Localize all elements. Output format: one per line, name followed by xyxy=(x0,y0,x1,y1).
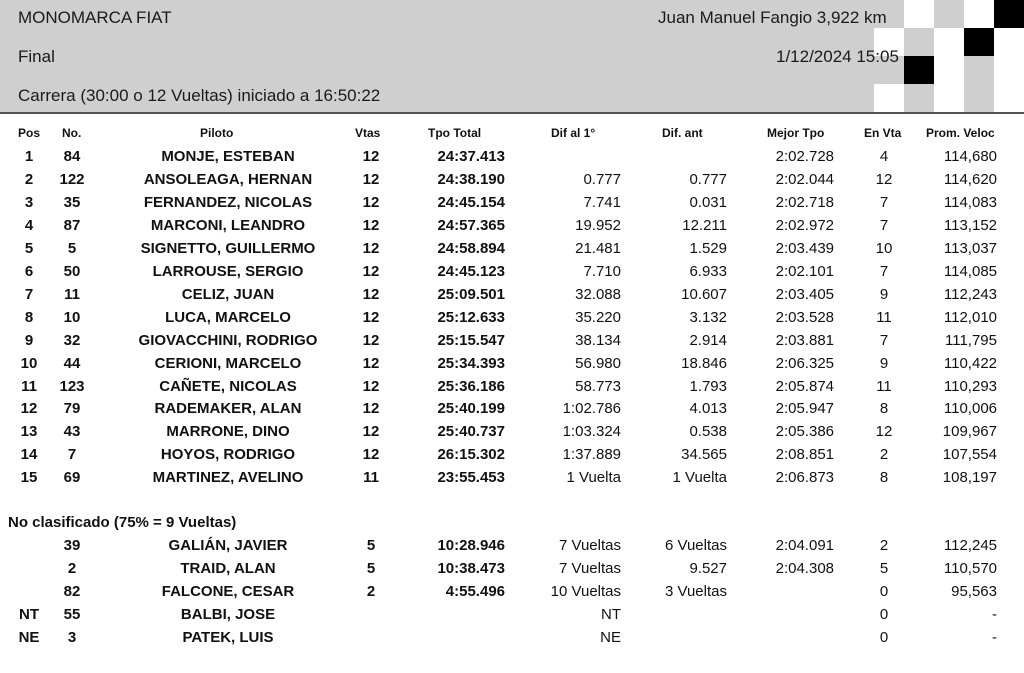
cell-no: 7 xyxy=(67,446,77,464)
cell-pos: 2 xyxy=(24,170,34,188)
cell-vtas: 12 xyxy=(362,239,380,257)
cell-vtas: 12 xyxy=(362,377,380,395)
cell-dif-ant: 2.914 xyxy=(689,331,727,349)
cell-pos: 7 xyxy=(24,285,34,303)
cell-dif-ant: 1.793 xyxy=(689,377,727,395)
cell-piloto: HOYOS, RODRIGO xyxy=(160,446,296,464)
cell-prom-veloc: 111,795 xyxy=(945,331,997,349)
cell-prom-veloc: 108,197 xyxy=(942,469,997,487)
cell-vtas: 5 xyxy=(366,537,376,554)
cell-dif-ant: 6 Vueltas xyxy=(665,537,727,554)
cell-dif-1: 7 Vueltas xyxy=(559,559,621,577)
cell-en-vta: 7 xyxy=(879,193,889,211)
cell-dif-ant: 10.607 xyxy=(681,285,727,303)
cell-piloto: CAÑETE, NICOLAS xyxy=(159,377,297,395)
cell-dif-ant: 1 Vuelta xyxy=(672,469,727,487)
cell-prom-veloc: 112,243 xyxy=(943,285,997,303)
cell-dif-ant: 4.013 xyxy=(689,400,727,418)
cell-piloto: MARCONI, LEANDRO xyxy=(150,216,306,234)
cell-piloto: CELIZ, JUAN xyxy=(181,285,275,303)
cell-dif-1: 7.710 xyxy=(583,262,621,280)
cell-prom-veloc: 113,037 xyxy=(943,239,997,257)
cell-dif-ant: 0.031 xyxy=(689,193,727,211)
col-dif-1: Dif al 1° xyxy=(551,126,596,140)
cell-total: 4:55.496 xyxy=(445,582,505,600)
cell-mejor-tpo: 2:03.881 xyxy=(775,331,834,349)
cell-no: 55 xyxy=(63,605,81,623)
cell-total: 24:45.123 xyxy=(437,262,505,280)
cell-total: 10:38.473 xyxy=(437,559,505,577)
cell-vtas: 12 xyxy=(362,446,380,464)
cell-total: 10:28.946 xyxy=(437,537,505,554)
col-vtas: Vtas xyxy=(355,126,381,140)
cell-piloto: FERNANDEZ, NICOLAS xyxy=(143,193,313,211)
cell-en-vta: 2 xyxy=(879,446,889,464)
cell-pos: 10 xyxy=(20,354,38,372)
col-prom-veloc: Prom. Veloc xyxy=(926,126,995,140)
cell-dif-1: 19.952 xyxy=(575,216,621,234)
cell-dif-1: NE xyxy=(600,628,621,646)
cell-total: 25:40.737 xyxy=(437,423,505,441)
cell-pos: 14 xyxy=(20,446,38,464)
cell-en-vta: 7 xyxy=(879,262,889,280)
cell-dif-1: 1:37.889 xyxy=(562,446,621,464)
cell-vtas: 12 xyxy=(362,400,380,418)
session-name: Final xyxy=(18,47,55,66)
cell-vtas: 2 xyxy=(366,582,376,600)
cell-pos: 3 xyxy=(24,193,34,211)
cell-piloto: ANSOLEAGA, HERNAN xyxy=(143,170,313,188)
race-info: Carrera (30:00 o 12 Vueltas) iniciado a 16:50:22 xyxy=(18,86,381,105)
cell-pos: 12 xyxy=(20,400,38,418)
cell-piloto: MARTINEZ, AVELINO xyxy=(152,469,304,487)
cell-vtas: 5 xyxy=(366,559,376,577)
cell-no: 3 xyxy=(67,628,77,646)
cell-total: 25:09.501 xyxy=(437,285,505,303)
cell-dif-1: 1 Vuelta xyxy=(566,469,621,487)
cell-vtas: 12 xyxy=(362,354,380,372)
cell-prom-veloc: - xyxy=(992,605,997,623)
col-tpo-total: Tpo Total xyxy=(428,126,482,140)
cell-mejor-tpo: 2:02.972 xyxy=(775,216,834,234)
cell-no: 79 xyxy=(63,400,81,418)
cell-mejor-tpo: 2:05.874 xyxy=(775,377,834,395)
cell-dif-ant: 34.565 xyxy=(681,446,727,464)
cell-pos: 9 xyxy=(24,331,34,349)
cell-dif-1: 7 Vueltas xyxy=(559,537,621,554)
cell-no: 10 xyxy=(63,308,81,326)
cell-pos: 13 xyxy=(20,423,38,441)
cell-piloto: SIGNETTO, GUILLERMO xyxy=(140,239,316,257)
cell-dif-ant: 6.933 xyxy=(689,262,727,280)
cell-vtas: 12 xyxy=(362,216,380,234)
cell-prom-veloc: 114,085 xyxy=(943,262,997,280)
cell-piloto: LUCA, MARCELO xyxy=(165,308,291,326)
cell-mejor-tpo: 2:02.728 xyxy=(775,148,834,165)
cell-prom-veloc: 110,293 xyxy=(943,377,997,395)
cell-piloto: LARROUSE, SERGIO xyxy=(152,262,304,280)
cell-piloto: MONJE, ESTEBAN xyxy=(161,148,295,165)
cell-dif-ant: 3.132 xyxy=(689,308,727,326)
cell-en-vta: 9 xyxy=(879,285,889,303)
cell-en-vta: 2 xyxy=(879,537,889,554)
cell-dif-1: 21.481 xyxy=(575,239,621,257)
cell-en-vta: 11 xyxy=(876,308,892,326)
cell-en-vta: 10 xyxy=(875,239,893,257)
circuit-name: Juan Manuel Fangio 3,922 km xyxy=(658,8,887,27)
cell-en-vta: 12 xyxy=(875,423,893,441)
session-datetime: 1/12/2024 15:05 xyxy=(776,47,899,66)
cell-vtas: 11 xyxy=(363,469,379,487)
cell-prom-veloc: 110,422 xyxy=(943,354,997,372)
cell-dif-ant: 9.527 xyxy=(689,559,727,577)
cell-total: 25:12.633 xyxy=(437,308,505,326)
not-classified-title: No clasificado (75% = 9 Vueltas) xyxy=(8,514,237,531)
col-no: No. xyxy=(62,126,82,140)
cell-mejor-tpo: 2:03.405 xyxy=(775,285,834,303)
cell-dif-1: 58.773 xyxy=(575,377,621,395)
cell-dif-1: 38.134 xyxy=(575,331,621,349)
cell-pos: 4 xyxy=(24,216,34,234)
cell-total: 23:55.453 xyxy=(437,469,505,487)
cell-total: 25:15.547 xyxy=(437,331,505,349)
cell-prom-veloc: 114,083 xyxy=(943,193,997,211)
cell-en-vta: 5 xyxy=(879,559,889,577)
cell-dif-ant: 18.846 xyxy=(681,354,727,372)
cell-mejor-tpo: 2:03.439 xyxy=(775,239,834,257)
cell-vtas: 12 xyxy=(362,170,380,188)
cell-mejor-tpo: 2:08.851 xyxy=(775,446,834,464)
cell-mejor-tpo: 2:06.325 xyxy=(775,354,834,372)
cell-vtas: 12 xyxy=(362,193,380,211)
cell-no: 39 xyxy=(63,537,81,554)
cell-no: 44 xyxy=(63,354,81,372)
cell-piloto: FALCONE, CESAR xyxy=(161,582,295,600)
cell-prom-veloc: - xyxy=(992,628,997,646)
cell-pos: 15 xyxy=(20,469,38,487)
cell-en-vta: 12 xyxy=(875,170,893,188)
cell-total: 24:45.154 xyxy=(437,193,505,211)
cell-dif-1: 35.220 xyxy=(575,308,621,326)
cell-no: 5 xyxy=(67,239,77,257)
cell-total: 26:15.302 xyxy=(437,446,505,464)
cell-no: 32 xyxy=(63,331,81,349)
cell-no: 2 xyxy=(67,559,77,577)
cell-en-vta: 0 xyxy=(879,628,889,646)
cell-pos: NE xyxy=(18,628,40,646)
cell-dif-1: 1:02.786 xyxy=(562,400,621,418)
cell-piloto: CERIONI, MARCELO xyxy=(154,354,302,372)
cell-vtas: 12 xyxy=(362,148,380,165)
cell-total: 25:40.199 xyxy=(437,400,505,418)
cell-en-vta: 8 xyxy=(879,469,889,487)
cell-piloto: BALBI, JOSE xyxy=(180,605,276,623)
cell-prom-veloc: 95,563 xyxy=(951,582,997,600)
cell-no: 43 xyxy=(63,423,81,441)
cell-total: 24:58.894 xyxy=(437,239,505,257)
cell-total: 25:34.393 xyxy=(437,354,505,372)
cell-en-vta: 7 xyxy=(879,216,889,234)
cell-no: 35 xyxy=(63,193,81,211)
cell-pos: 11 xyxy=(21,377,37,395)
cell-mejor-tpo: 2:05.947 xyxy=(775,400,834,418)
cell-prom-veloc: 114,620 xyxy=(943,170,997,188)
cell-piloto: PATEK, LUIS xyxy=(182,628,274,646)
cell-mejor-tpo: 2:04.308 xyxy=(775,559,834,577)
cell-dif-ant: 12.211 xyxy=(682,216,727,234)
cell-no: 123 xyxy=(59,377,85,395)
cell-en-vta: 0 xyxy=(879,582,889,600)
cell-piloto: GIOVACCHINI, RODRIGO xyxy=(138,331,318,349)
cell-prom-veloc: 110,570 xyxy=(943,559,997,577)
cell-no: 84 xyxy=(63,148,81,165)
cell-prom-veloc: 109,967 xyxy=(942,423,997,441)
cell-mejor-tpo: 2:06.873 xyxy=(775,469,834,487)
cell-total: 25:36.186 xyxy=(437,377,505,395)
cell-vtas: 12 xyxy=(362,331,380,349)
cell-dif-1: 56.980 xyxy=(575,354,621,372)
cell-dif-1: NT xyxy=(601,605,621,623)
cell-prom-veloc: 107,554 xyxy=(942,446,997,464)
cell-dif-1: 7.741 xyxy=(583,193,621,211)
cell-dif-ant: 3 Vueltas xyxy=(665,582,727,600)
cell-vtas: 12 xyxy=(362,262,380,280)
cell-en-vta: 7 xyxy=(879,331,889,349)
cell-en-vta: 9 xyxy=(879,354,889,372)
cell-mejor-tpo: 2:04.091 xyxy=(775,537,834,554)
cell-en-vta: 4 xyxy=(879,148,889,165)
cell-prom-veloc: 112,245 xyxy=(943,537,997,554)
cell-prom-veloc: 113,152 xyxy=(943,216,997,234)
cell-no: 69 xyxy=(63,469,81,487)
cell-pos: 6 xyxy=(24,262,34,280)
cell-vtas: 12 xyxy=(362,423,380,441)
cell-dif-1: 10 Vueltas xyxy=(550,582,621,600)
cell-no: 11 xyxy=(64,285,80,303)
cell-piloto: GALIÁN, JAVIER xyxy=(168,537,288,554)
results-header xyxy=(0,0,1024,114)
cell-no: 82 xyxy=(63,582,81,600)
col-mejor-tpo: Mejor Tpo xyxy=(767,126,825,140)
cell-mejor-tpo: 2:02.044 xyxy=(775,170,834,188)
cell-pos: NT xyxy=(19,605,39,623)
cell-mejor-tpo: 2:02.101 xyxy=(775,262,834,280)
cell-dif-ant: 0.777 xyxy=(689,170,727,188)
cell-vtas: 12 xyxy=(362,285,380,303)
cell-mejor-tpo: 2:03.528 xyxy=(775,308,834,326)
col-dif-ant: Dif. ant xyxy=(662,126,703,140)
col-en-vta: En Vta xyxy=(864,126,902,140)
cell-total: 24:37.413 xyxy=(437,148,505,165)
cell-dif-1: 1:03.324 xyxy=(562,423,621,441)
cell-vtas: 12 xyxy=(362,308,380,326)
cell-no: 122 xyxy=(59,170,85,188)
cell-dif-1: 0.777 xyxy=(583,170,621,188)
cell-piloto: RADEMAKER, ALAN xyxy=(154,400,302,418)
cell-total: 24:38.190 xyxy=(437,170,505,188)
cell-mejor-tpo: 2:02.718 xyxy=(775,193,834,211)
cell-total: 24:57.365 xyxy=(437,216,505,234)
col-piloto: Piloto xyxy=(200,126,234,140)
cell-en-vta: 0 xyxy=(879,605,889,623)
cell-pos: 1 xyxy=(24,148,34,165)
col-pos: Pos xyxy=(18,126,41,140)
cell-en-vta: 8 xyxy=(879,400,889,418)
cell-no: 50 xyxy=(63,262,81,280)
cell-pos: 5 xyxy=(24,239,34,257)
cell-pos: 8 xyxy=(24,308,34,326)
cell-piloto: TRAID, ALAN xyxy=(180,559,276,577)
cell-prom-veloc: 114,680 xyxy=(943,148,997,165)
cell-en-vta: 11 xyxy=(876,377,892,395)
cell-dif-1: 32.088 xyxy=(575,285,621,303)
championship-title: MONOMARCA FIAT xyxy=(18,8,172,27)
cell-prom-veloc: 110,006 xyxy=(943,400,997,418)
cell-no: 87 xyxy=(63,216,81,234)
cell-dif-ant: 1.529 xyxy=(689,239,727,257)
cell-mejor-tpo: 2:05.386 xyxy=(775,423,834,441)
cell-prom-veloc: 112,010 xyxy=(943,308,997,326)
cell-piloto: MARRONE, DINO xyxy=(166,423,290,441)
cell-dif-ant: 0.538 xyxy=(689,423,727,441)
